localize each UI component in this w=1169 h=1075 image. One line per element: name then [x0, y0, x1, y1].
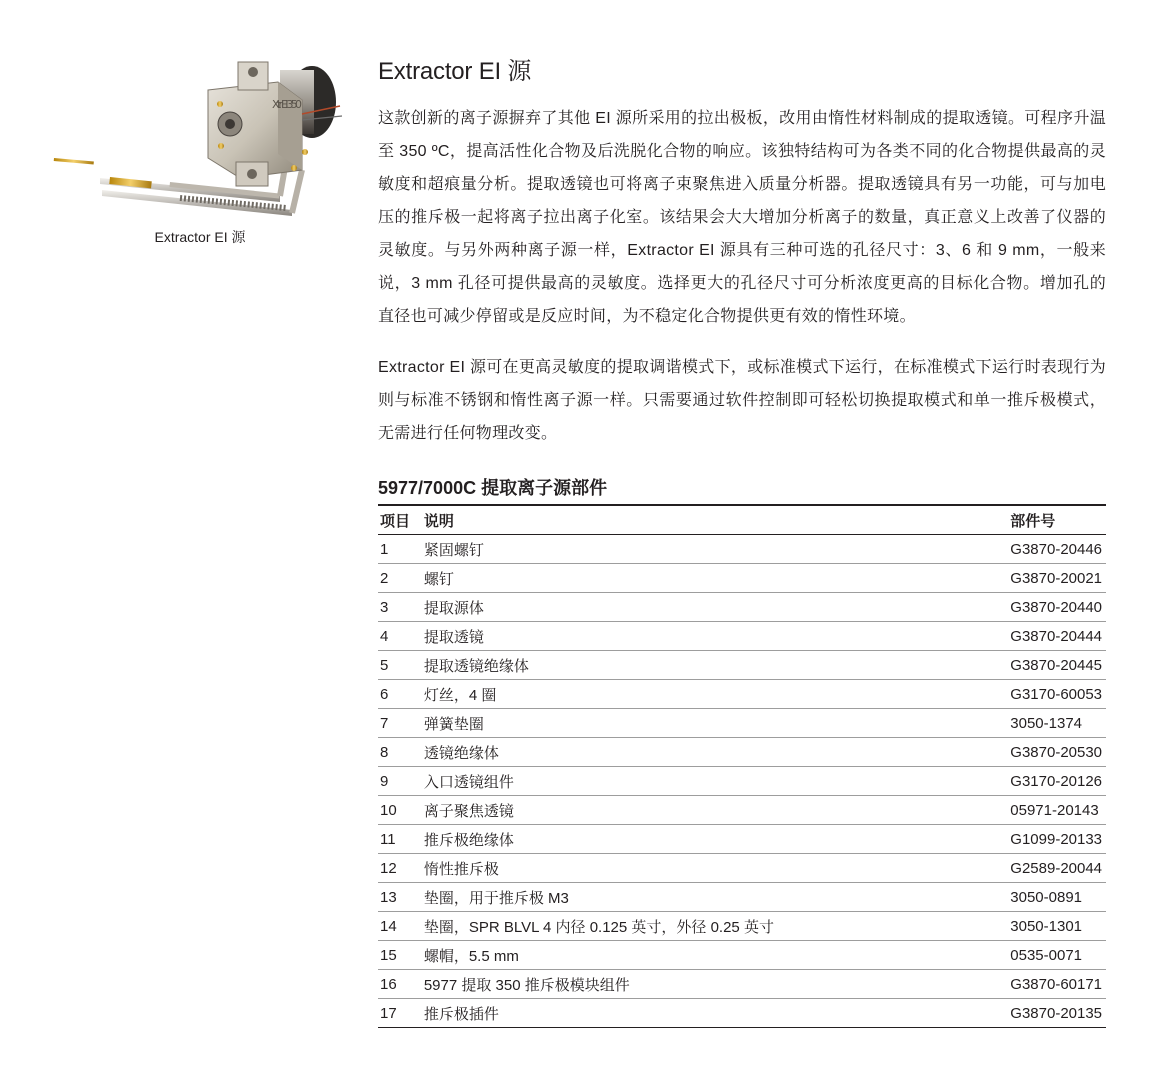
cell-item: 1 [380, 540, 389, 558]
table-row [378, 651, 1106, 680]
page-title: Extractor EI 源 [378, 58, 532, 85]
cell-part-number: 05971-20143 [1008, 796, 1106, 825]
table-row [378, 941, 1106, 970]
table-row [378, 912, 1106, 941]
table-row [378, 564, 1106, 593]
table-row [378, 854, 1106, 883]
table-row [378, 825, 1106, 854]
cell-part-number: G3870-20444 [1008, 622, 1106, 651]
cell-part-number: G3870-60171 [1008, 970, 1106, 999]
cell-item: 4 [378, 622, 422, 651]
table-row [378, 738, 1106, 767]
cell-item: 16 [378, 970, 422, 999]
table-title: 5977/7000C 提取离子源部件 [378, 478, 608, 498]
cell-item: 17 [378, 999, 422, 1028]
table-row [378, 709, 1106, 738]
paragraph-1: 这款创新的离子源摒弃了其他 EI 源所采用的拉出极板，改用由惰性材料制成的提取透镜。可程序升温至 350 ºC，提高活性化合物及后洗脱化合物的响应。该独特结构可为各类不同的化合物提供最高的灵敏度和超痕量分析。提取透镜也可将离子束聚焦进入质量分析器。提取透镜具有另一功能，可与加电压的推斥极一起将离子拉出离子化室。该结果会大大增加分析离子的数量，真正意义上改善了仪器的灵敏度。与另外两种离子源一样，Extractor EI 源具有三种可选的孔径尺寸：3、6 和 9 mm，一般来说，3 mm 孔径可提供最高的灵敏度。选择更大的孔径尺寸可分析浓度更高的目标化合物。增加孔的直径也可减少停留或是反应时间，为不稳定化合物提供更有效的惰性环境。 [378, 110, 1106, 325]
extractor-ei-source-illustration [40, 50, 360, 250]
cell-item: 15 [378, 941, 422, 970]
table-row [378, 593, 1106, 622]
cell-description: 提取透镜 [422, 622, 1008, 651]
cell-part-number: G2589-20044 [1008, 854, 1106, 883]
cell-item: 2 [378, 564, 422, 593]
cell-item: 6 [378, 680, 422, 709]
cell-part-number: G1099-20133 [1008, 825, 1106, 854]
table-header-row [378, 505, 1106, 535]
cell-description: 透镜绝缘体 [422, 738, 1008, 767]
table-row [378, 680, 1106, 709]
figure-caption: Extractor EI 源 [154, 229, 246, 245]
cell-part-number: G3870-20135 [1008, 999, 1106, 1028]
cell-part-number: G3870-20530 [1008, 738, 1106, 767]
cell-description: 弹簧垫圈 [422, 709, 1008, 738]
parts-table-body [378, 535, 1106, 1028]
cell-item: 5 [378, 651, 422, 680]
cell-part-number: G3170-20126 [1008, 767, 1106, 796]
cell-item: 12 [378, 854, 422, 883]
parts-table [378, 504, 1106, 1028]
cell-item: 8 [378, 738, 422, 767]
cell-description: 灯丝，4 圈 [422, 680, 1008, 709]
table-row [378, 535, 1106, 564]
cell-part-number: 3050-1374 [1008, 709, 1106, 738]
cell-part-number: G3870-20446 [1010, 540, 1103, 558]
cell-item: 10 [378, 796, 422, 825]
cell-item: 13 [378, 883, 422, 912]
body-lettering: Xtr EI 350 [272, 98, 302, 111]
cell-part-number: 3050-0891 [1008, 883, 1106, 912]
product-image [40, 50, 360, 250]
main-content [378, 56, 1106, 1028]
cell-description: 5977 提取 350 推斥极模块组件 [422, 970, 1008, 999]
cell-item: 9 [378, 767, 422, 796]
cell-item: 3 [378, 593, 422, 622]
cell-part-number: G3170-60053 [1008, 680, 1106, 709]
cell-part-number: G3870-20445 [1008, 651, 1106, 680]
cell-item: 7 [378, 709, 422, 738]
cell-item: 14 [378, 912, 422, 941]
table-row [378, 622, 1106, 651]
cell-description: 螺帽，5.5 mm [422, 941, 1008, 970]
cell-item: 11 [378, 825, 422, 854]
table-row [378, 970, 1106, 999]
header-item: 项目 [378, 505, 422, 535]
cell-description: 垫圈，SPR BLVL 4 内径 0.125 英寸，外径 0.25 英寸 [422, 912, 1008, 941]
header-part-number: 部件号 [1008, 505, 1106, 535]
cell-description: 推斥极插件 [422, 999, 1008, 1028]
cell-description: 提取源体 [422, 593, 1008, 622]
table-row [378, 999, 1106, 1028]
cell-part-number: 0535-0071 [1008, 941, 1106, 970]
table-row [378, 796, 1106, 825]
cell-part-number: G3870-20021 [1008, 564, 1106, 593]
cell-description: 提取透镜绝缘体 [422, 651, 1008, 680]
cell-description: 惰性推斥极 [422, 854, 1008, 883]
cell-description: 推斥极绝缘体 [422, 825, 1008, 854]
cell-part-number: G3870-20440 [1008, 593, 1106, 622]
cell-description: 离子聚焦透镜 [422, 796, 1008, 825]
cell-description: 紧固螺钉 [423, 541, 484, 559]
table-row [378, 767, 1106, 796]
table-row [378, 883, 1106, 912]
cell-part-number: 3050-1301 [1008, 912, 1106, 941]
cell-description: 螺钉 [422, 564, 1008, 593]
cell-description: 垫圈，用于推斥极 M3 [422, 883, 1008, 912]
header-description: 说明 [422, 505, 1008, 535]
paragraph-2: Extractor EI 源可在更高灵敏度的提取调谐模式下，或标准模式下运行，在标准模式下运行时表现行为则与标准不锈钢和惰性离子源一样。只需要通过软件控制即可轻松切换提取模式和单一推斥极模式，无需进行任何物理改变。 [378, 359, 1106, 442]
cell-description: 入口透镜组件 [422, 767, 1008, 796]
